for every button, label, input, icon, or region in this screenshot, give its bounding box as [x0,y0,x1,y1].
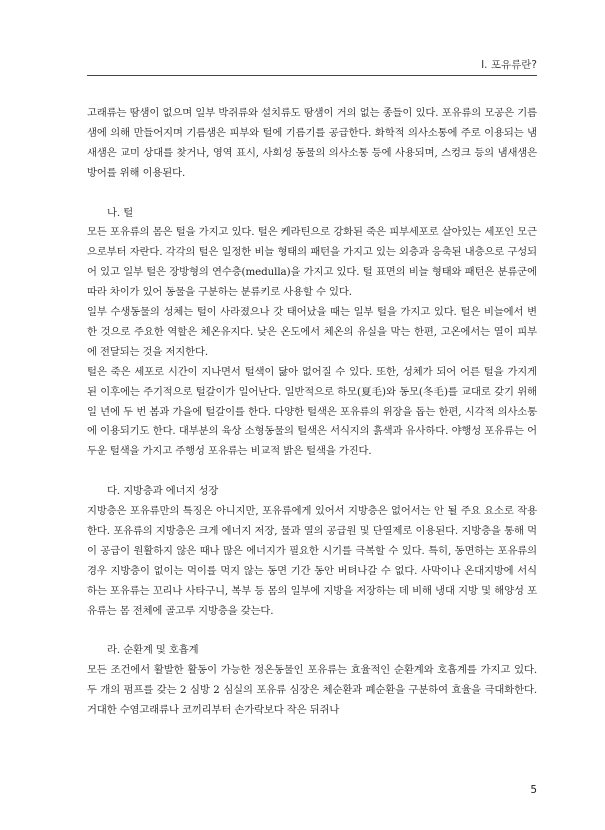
intro-paragraph: 고래류는 땀샘이 없으며 일부 박쥐류와 설치류도 땀샘이 거의 없는 종들이 있다. 포유류의 모공은 기름샘에 의해 만들어지며 기름샘은 피부와 털에 기름기를 공급한다. 화학적 의사소통에 주로 이용되는 냄새샘은 교미 상대를 찾거나, 영역 표시, 사회성 동물의 의사소통 등에 사용되며, 스컹크 등의 냄새샘은 방어를 위해 이용된다. [87,107,537,179]
page-header [0,0,605,78]
body-paragraph: 털은 죽은 세포로 시간이 지나면서 털색이 닳아 없어질 수 있다. 또한, 성체가 되어 어른 털을 가지게 된 이후에는 주기적으로 털갈이가 일어난다. 일반적으로 하모(夏毛)와 동모(冬毛)를 교대로 갖기 위해 일 년에 두 번 봄과 가을에 털갈이를 한다. 다양한 털색은 포유류의 위장을 돕는 한편, 시각적 의사소통에 이용되기도 한다. 대부분의 육상 소형동물의 털색은 서식지의 흙색과 유사하다. 야행성 포유류는 어두운 털색을 가지고 주행성 포유류는 비교적 밝은 털색을 가진다. [87,365,537,458]
page-content [87,104,537,721]
page-number: 5 [530,784,537,796]
section-heading: 다. 지방층과 에너지 성장 [107,485,219,498]
section-circulatory-respiratory [87,641,537,721]
body-paragraph: 지방층은 포유류만의 특징은 아니지만, 포유류에게 있어서 지방층은 없어서는 안 될 주요 요소로 작용한다. 포유류의 지방층은 크게 에너지 저장, 물과 열의 공급원 및 단열제로 이용된다. 지방층을 통해 먹이 공급이 원활하지 않은 때나 많은 에너지가 필요한 시기를 극복할 수 있다. 특히, 동면하는 포유류의 경우 지방층이 없이는 먹이를 먹지 않는 동면 기간 동안 버텨나갈 수 없다. 사막이나 온대지방에 서식하는 포유류는 꼬리나 사타구니, 복부 등 몸의 일부에 지방을 저장하는 데 비해 냉대 지방 및 해양성 포유류는 몸 전체에 골고루 지방층을 갖는다. [87,505,537,617]
section-heading: 나. 털 [107,206,134,219]
body-paragraph: 모든 포유류의 몸은 털을 가지고 있다. 털은 케라틴으로 강화된 죽은 피부세포로 살아있는 세포인 모근으로부터 자란다. 각각의 털은 일정한 비늘 형태의 패턴을 가지고 있는 외층과 응축된 내층으로 구성되어 있고 일부 털은 장방형의 연수층(medulla)을 가지고 있다. 털 표면의 비늘 형태와 패턴은 분류군에 따라 차이가 있어 동물을 구분하는 분류키로 사용할 수 있다. [87,226,537,299]
section-fat-layer [87,482,537,621]
body-paragraph: 일부 수생동물의 성체는 털이 사라졌으나 갓 태어났을 때는 일부 털을 가지고 있다. 털은 비늘에서 변한 것으로 주요한 역할은 체온유지다. 낮은 온도에서 체온의 유실을 막는 한편, 고온에서는 열이 피부에 전달되는 것을 저지한다. [87,306,537,358]
chapter-title: I. 포유류란? [481,59,537,71]
body-paragraph: 모든 조건에서 활발한 활동이 가능한 정온동물인 포유류는 효율적인 순환계와 호흡계를 가지고 있다. 두 개의 펌프를 갖는 2 심방 2 심실의 포유류 심장은 체순환과 폐순환을 구분하여 효율을 극대화한다. 거대한 수염고래류나 코끼리부터 손가락보다 작은 뒤쥐나 [87,664,537,717]
section-hair [87,204,537,463]
section-heading: 라. 순환계 및 호흡계 [107,644,199,657]
header-divider [87,75,537,76]
